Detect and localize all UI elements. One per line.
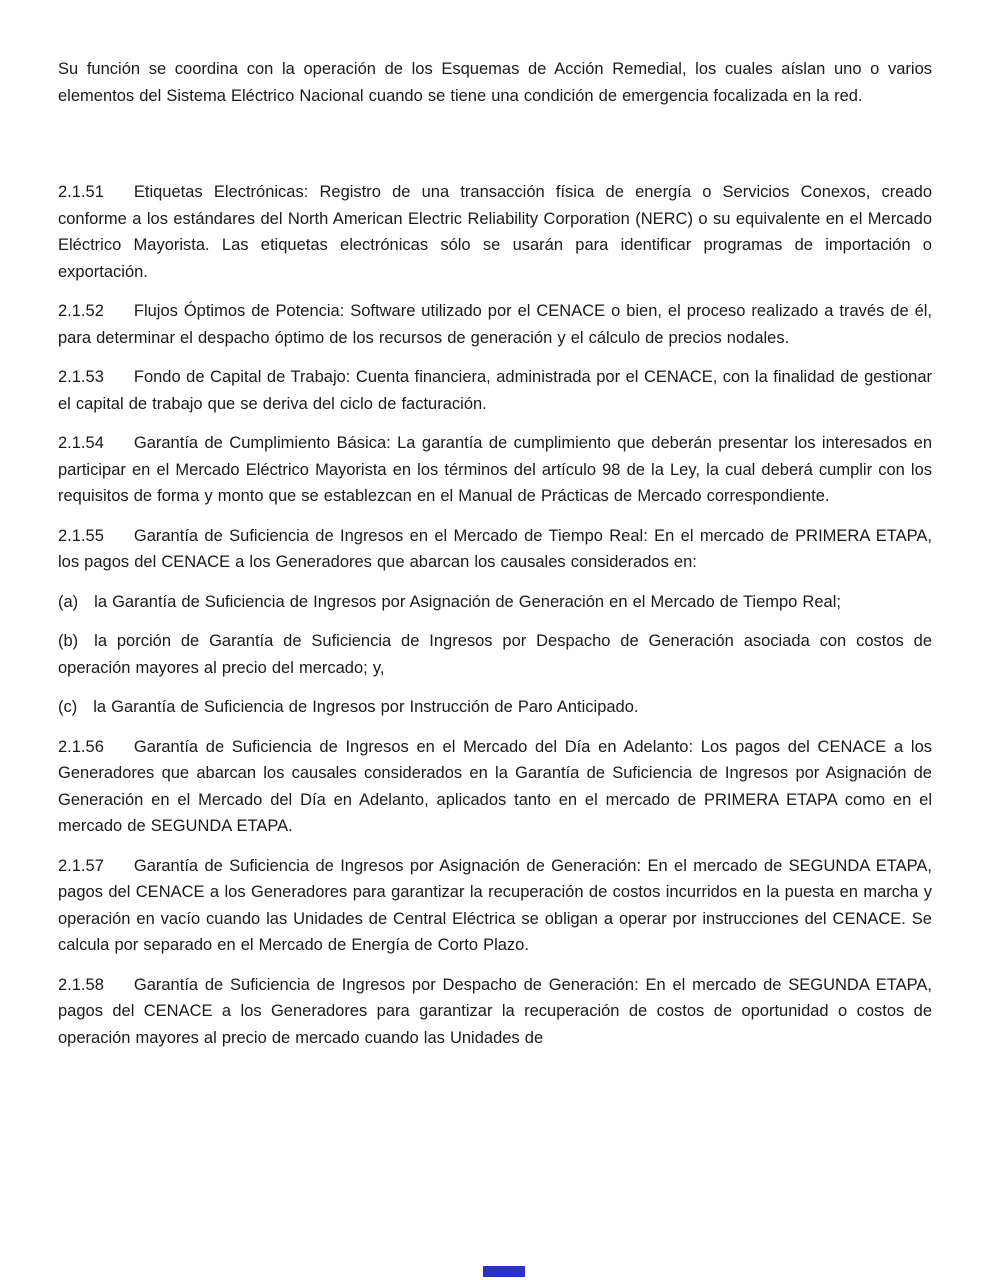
definition-text: Etiquetas Electrónicas: Registro de una transacción física de energía o Servicios Conexos, creado conforme a los estándares del North American Electric Reliability Corporation (NERC) o su equivalente en el Mercado Eléctrico Mayorista. Las etiquetas electrónicas sólo se usarán para identificar programas de importación o exportación. xyxy=(58,183,932,281)
list-item-marker: (b) xyxy=(58,632,79,650)
definition-text: Fondo de Capital de Trabajo: Cuenta financiera, administrada por el CENACE, con la finalidad de gestionar el capital de trabajo que se deriva del ciclo de facturación. xyxy=(58,368,932,413)
definition-2-1-57 xyxy=(58,853,932,959)
footer-marker xyxy=(483,1266,525,1277)
definition-2-1-58 xyxy=(58,972,932,1052)
list-item-marker: (c) xyxy=(58,698,78,716)
definition-text: Garantía de Suficiencia de Ingresos en el Mercado del Día en Adelanto: Los pagos del CENACE a los Generadores que abarcan los causales considerados en la Garantía de Suficiencia de Ingresos por Asignación de Generación en el Mercado del Día en Adelanto, aplicados tanto en el mercado de PRIMERA ETAPA como en el mercado de SEGUNDA ETAPA. xyxy=(58,737,932,835)
definition-number: 2.1.57 xyxy=(58,856,104,875)
paragraph-text: Su función se coordina con la operación de los Esquemas de Acción Remedial, los cuales aíslan uno o varios elementos del Sistema Eléctrico Nacional cuando se tiene una condición de emergencia focalizada en la red. xyxy=(58,60,932,105)
definition-2-1-56 xyxy=(58,734,932,840)
list-item-c xyxy=(58,694,932,721)
definition-number: 2.1.54 xyxy=(58,434,104,452)
definition-number: 2.1.55 xyxy=(58,526,104,545)
definition-number: 2.1.58 xyxy=(58,975,104,994)
definition-2-1-53 xyxy=(58,364,932,417)
paragraph-intro xyxy=(58,56,932,109)
definition-text: Flujos Óptimos de Potencia: Software utilizado por el CENACE o bien, el proceso realizado a través de él, para determinar el despacho óptimo de los recursos de generación y el cálculo de precios nodales. xyxy=(58,302,932,347)
list-item-marker: (a) xyxy=(58,592,79,611)
definition-number: 2.1.51 xyxy=(58,183,104,201)
definition-number: 2.1.56 xyxy=(58,737,104,756)
definition-text: Garantía de Suficiencia de Ingresos por Asignación de Generación: En el mercado de SEGUNDA ETAPA, pagos del CENACE a los Generadores para garantizar la recuperación de costos incurridos en la puesta en marcha y operación en vacío cuando las Unidades de Central Eléctrica se obligan a operar por instrucciones del CENACE. Se calcula por separado en el Mercado de Energía de Corto Plazo. xyxy=(58,856,932,954)
definition-text: Garantía de Suficiencia de Ingresos en el Mercado de Tiempo Real: En el mercado de PRIMERA ETAPA, los pagos del CENACE a los Generadores que abarcan los causales considerados en: xyxy=(58,526,932,571)
list-item-b xyxy=(58,628,932,681)
list-item-text: la Garantía de Suficiencia de Ingresos por Asignación de Generación en el Mercado de Tiempo Real; xyxy=(94,592,841,611)
definition-2-1-55 xyxy=(58,523,932,576)
definition-text: Garantía de Cumplimiento Básica: La garantía de cumplimiento que deberán presentar los interesados en participar en el Mercado Eléctrico Mayorista en los términos del artículo 98 de la Ley, la cual deberá cumplir con los requisitos de forma y monto que se establezcan en el Manual de Prácticas de Mercado correspondiente. xyxy=(58,434,932,505)
list-item-a xyxy=(58,589,932,616)
definition-number: 2.1.52 xyxy=(58,302,104,320)
definition-2-1-52 xyxy=(58,298,932,351)
definition-2-1-54 xyxy=(58,430,932,510)
list-item-text: la Garantía de Suficiencia de Ingresos por Instrucción de Paro Anticipado. xyxy=(93,698,639,716)
definition-2-1-51 xyxy=(58,179,932,285)
definition-number: 2.1.53 xyxy=(58,368,104,386)
definition-text: Garantía de Suficiencia de Ingresos por Despacho de Generación: En el mercado de SEGUNDA ETAPA, pagos del CENACE a los Generadores para garantizar la recuperación de costos de oportunidad o costos de operación mayores al precio de mercado cuando las Unidades de xyxy=(58,975,932,1047)
list-item-text: la porción de Garantía de Suficiencia de Ingresos por Despacho de Generación asociada con costos de operación mayores al precio del mercado; y, xyxy=(58,632,932,677)
